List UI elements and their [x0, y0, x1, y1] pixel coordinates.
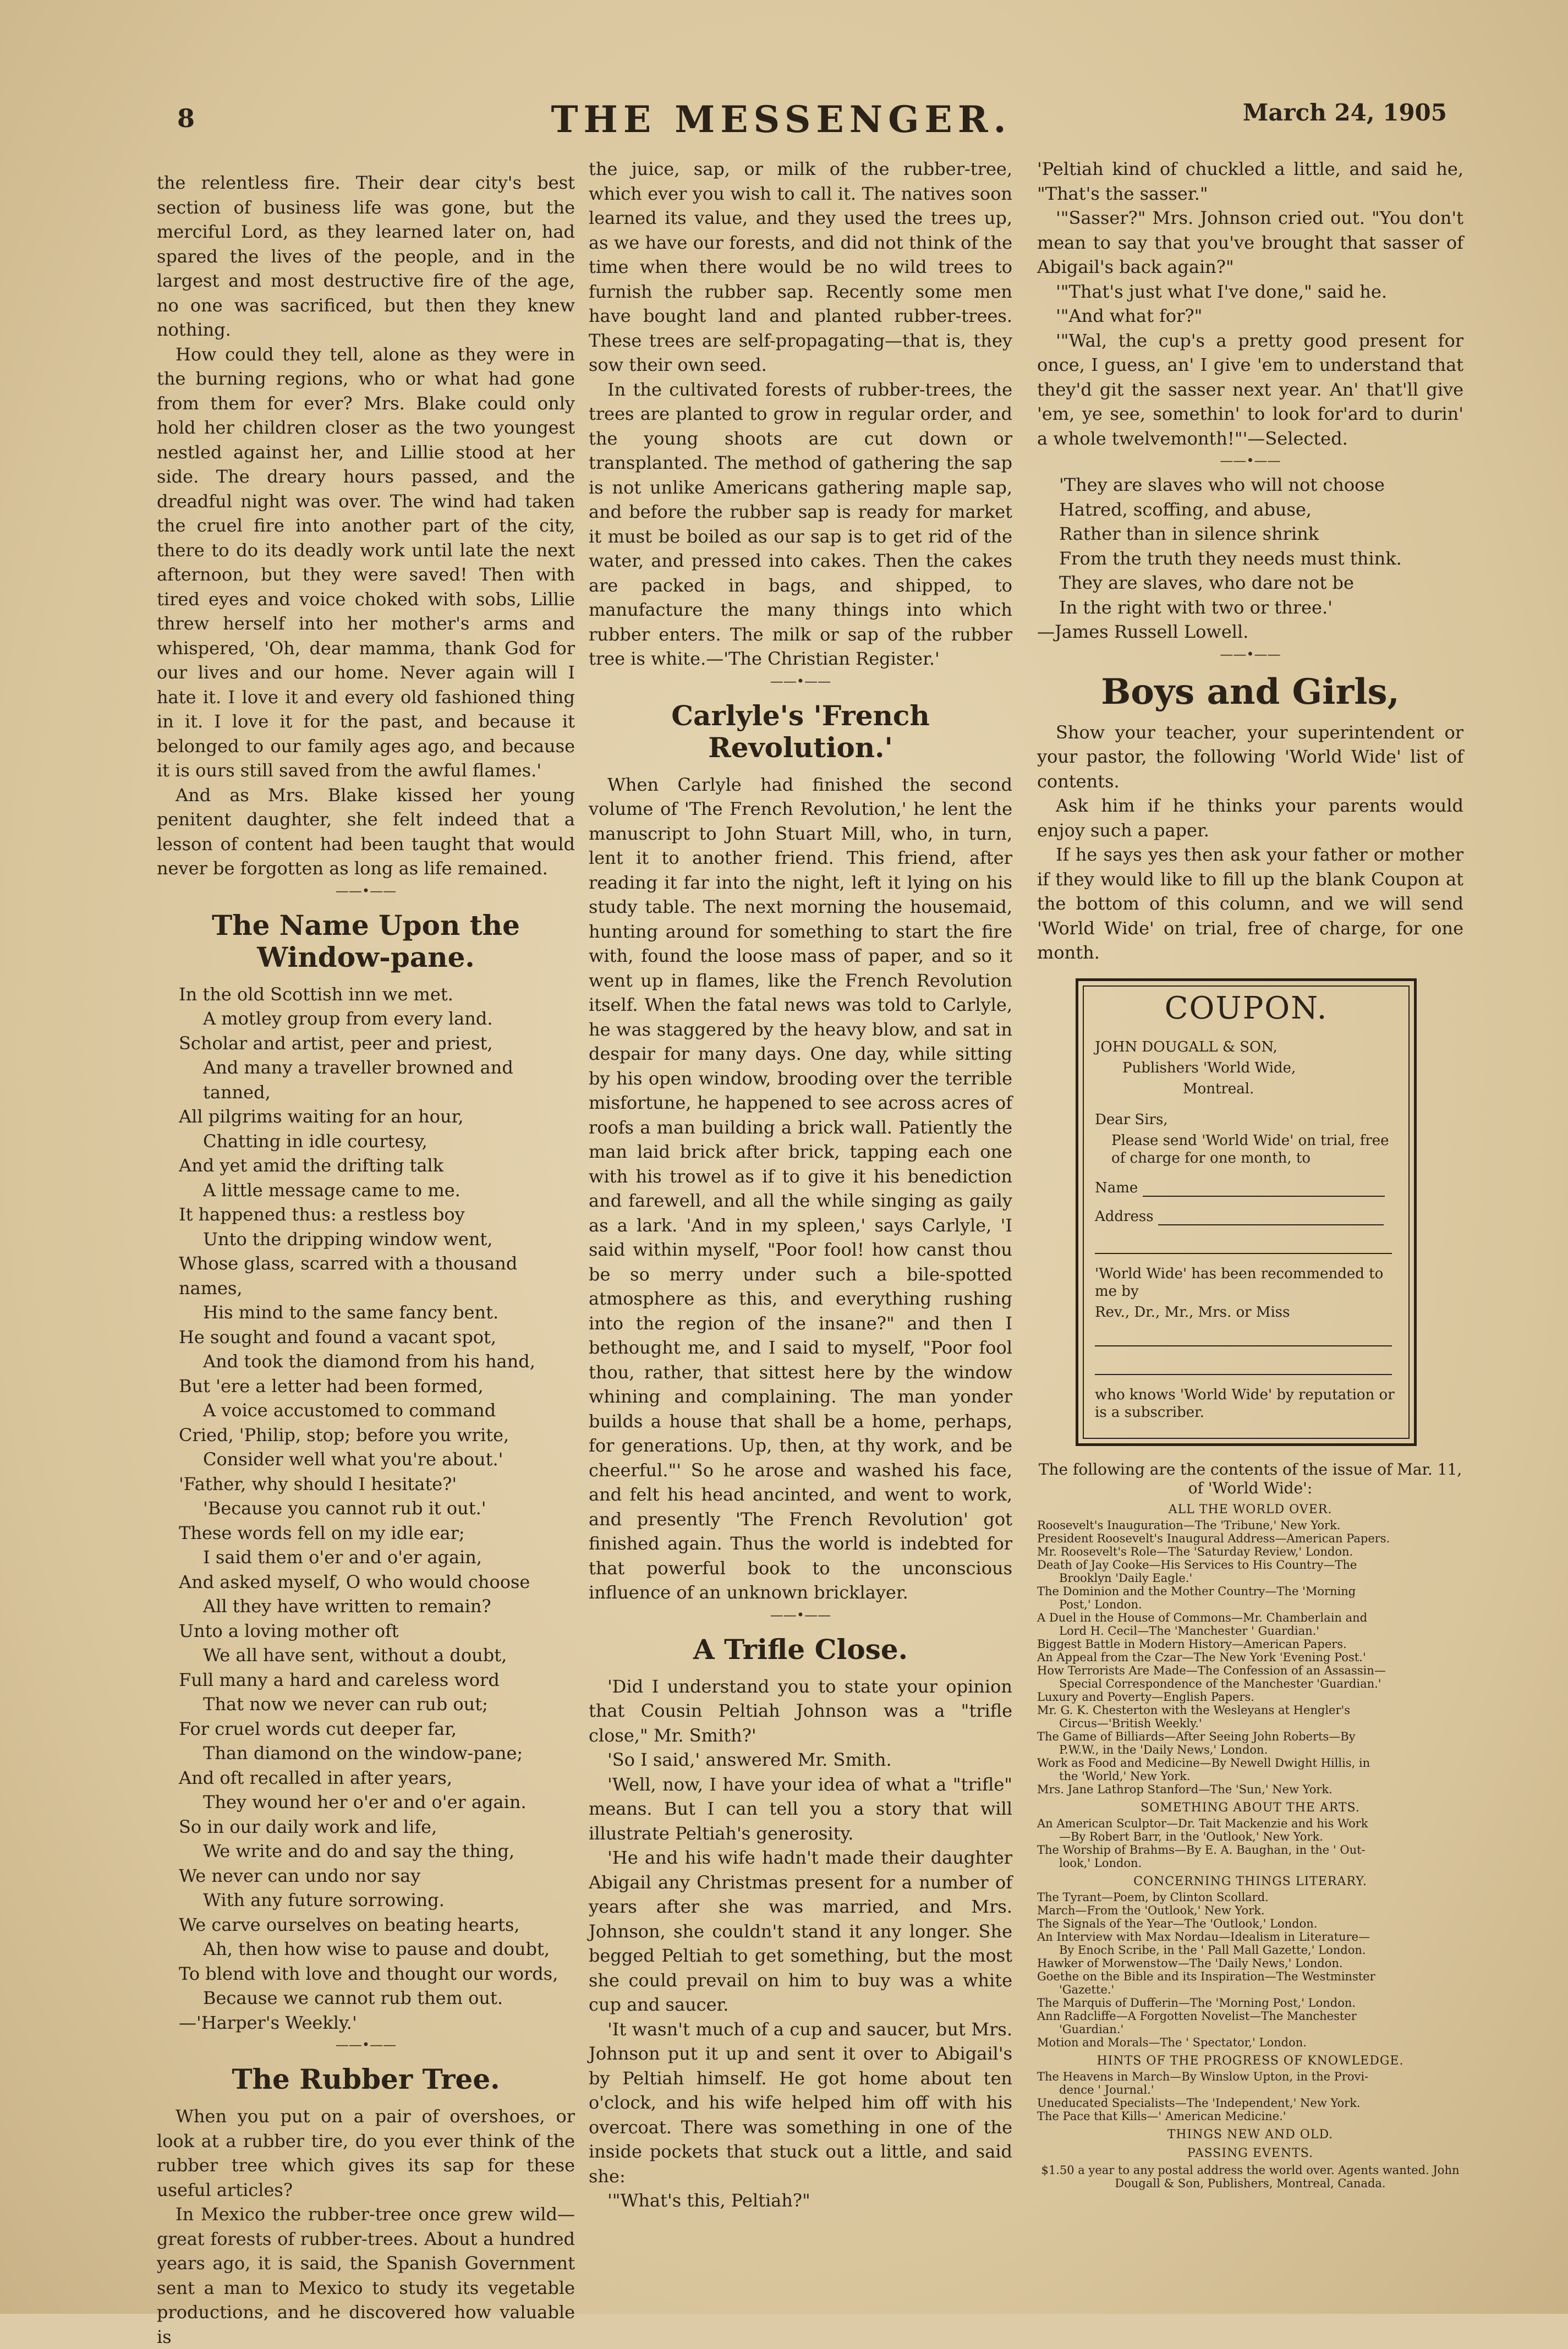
trifle-story	[589, 1674, 1012, 2213]
contents-intro: The following are the contents of the issue of Mar. 11, of 'World Wide':	[1038, 1460, 1462, 1497]
poem-line: And oft recalled in after years,	[179, 1767, 452, 1788]
instruction-paragraph: If he says yes then ask your father or mother if they would like to fill up the blank Coupon at the bottom of this column, and we will send 'World Wide' on trial, free of charge, for one month.	[1037, 844, 1463, 963]
poem-line: I said them o'er and o'er again,	[203, 1547, 483, 1568]
coupon-address-line: JOHN DOUGALL & SON,	[1095, 1038, 1278, 1055]
contents-item: An Interview with Max Nordau—Idealism in Literature—	[1037, 1930, 1370, 1943]
story-paragraph: the relentless fire. Their dear city's best section of business life was gone, but the merciful Lord, as they learned later on, had spared the lives of the people, and in the largest and most destructive fire of the age, no one was sacrificed, but then they knew nothing.	[157, 172, 575, 340]
coupon-address-line: Montreal.	[1183, 1080, 1254, 1097]
contents-item: The Worship of Brahms—By E. A. Baughan, in the ' Out-	[1037, 1843, 1366, 1857]
masthead-title: THE MESSENGER.	[551, 98, 1012, 141]
contents-item: Roosevelt's Inauguration—The 'Tribune,' New York.	[1037, 1518, 1341, 1532]
verse-line: Rather than in silence shrink	[1059, 523, 1319, 544]
boys-and-girls-title: Boys and Girls,	[1101, 671, 1400, 713]
poem-line: We never can undo nor say	[179, 1865, 421, 1886]
contents-item: How Terrorists Are Made—The Confession of an Assassin—	[1037, 1663, 1386, 1677]
contents-item: Biggest Battle in Modern History—American Papers.	[1037, 1637, 1347, 1651]
poem-line: For cruel words cut deeper far,	[179, 1718, 457, 1739]
poem-line: They wound her o'er and o'er again.	[203, 1792, 527, 1813]
article-paragraph: When you put on a pair of overshoes, or look at a rubber tire, do you ever think of the rubber tree which gives its sap for these useful articles?	[157, 2106, 575, 2200]
contents-item: Uneducated Specialists—The 'Independent,' New York.	[1037, 2096, 1361, 2110]
contents-item: The Pace that Kills—' American Medicine.'	[1037, 2109, 1286, 2123]
lowell-verse	[1037, 473, 1463, 644]
article-title-trifle-close: A Trifle Close.	[693, 1633, 908, 1666]
contents-item: dence ' Journal.'	[1059, 2083, 1154, 2096]
contents-item: 'Gazette.'	[1059, 1983, 1115, 1996]
poem-line: A voice accustomed to command	[203, 1400, 496, 1421]
column-1	[157, 171, 575, 2349]
page-number: 8	[177, 103, 195, 133]
contents-section-heading: CONCERNING THINGS LITERARY.	[1133, 1874, 1367, 1888]
contents-item: —By Robert Barr, in the 'Outlook,' New York.	[1059, 1830, 1323, 1843]
poem-line: —'Harper's Weekly.'	[179, 2012, 357, 2033]
poem-line: We write and do and say the thing,	[203, 1841, 515, 1861]
contents-item: By Enoch Scribe, in the ' Pall Mall Gazette,' London.	[1059, 1943, 1366, 1957]
contents-item: look,' London.	[1059, 1856, 1142, 1870]
story-paragraph: '"Sasser?" Mrs. Johnson cried out. "You don't mean to say that you've brought that sasser of Abigail's back again?"	[1037, 207, 1463, 277]
section-divider: ——•——	[770, 673, 831, 689]
coupon-address-field-2[interactable]	[1095, 1253, 1392, 1254]
coupon-address-label: Address	[1095, 1208, 1154, 1225]
poem-line: A motley group from every land.	[203, 1008, 493, 1029]
contents-item: The Dominion and the Mother Country—The 'Morning	[1037, 1584, 1356, 1598]
coupon-address-line: Publishers 'World Wide,	[1122, 1059, 1296, 1076]
story-paragraph: '"That's just what I've done," said he.	[1056, 281, 1387, 302]
subscription-note: $1.50 a year to any postal address the world over. Agents wanted. John Dougall & Son, Publishers, Montreal, Canada.	[1041, 2163, 1460, 2190]
poem-line: Unto a loving mother oft	[179, 1620, 399, 1641]
section-divider: ——•——	[335, 2037, 397, 2052]
poem-line: With any future sorrowing.	[203, 1890, 445, 1910]
contents-section-heading: PASSING EVENTS.	[1187, 2146, 1314, 2160]
story-paragraph: '"And what for?"	[1056, 305, 1203, 326]
contents-item: Death of Jay Cooke—His Services to His Country—The	[1037, 1558, 1357, 1572]
contents-item: President Roosevelt's Inaugural Address—American Papers.	[1037, 1531, 1390, 1545]
poem-line: He sought and found a vacant spot,	[179, 1326, 497, 1348]
story-paragraph: 'Peltiah kind of chuckled a little, and said he, "That's the sasser."	[1037, 158, 1463, 204]
poem-line: That now we never can rub out;	[203, 1694, 488, 1715]
verse-line: —James Russell Lowell.	[1037, 621, 1249, 642]
contents-item: The Marquis of Dufferin—The 'Morning Post,' London.	[1037, 1996, 1356, 2009]
contents-item: Luxury and Poverty—English Papers.	[1037, 1690, 1254, 1704]
coupon-title: COUPON.	[1164, 990, 1328, 1026]
story-paragraph: 'So I said,' answered Mr. Smith.	[607, 1749, 892, 1770]
contents-item: Lord H. Cecil—The 'Manchester ' Guardian.'	[1059, 1624, 1320, 1638]
column-2	[589, 157, 1012, 2213]
contents-item: Goethe on the Bible and its Inspiration—The Westminster	[1037, 1969, 1375, 1983]
coupon-referrer-row-2[interactable]	[1095, 1357, 1397, 1375]
poem-line: Consider well what you're about.'	[203, 1449, 503, 1470]
section-divider: ——•——	[770, 1607, 831, 1623]
contents-item: Hawker of Morwenstow—The 'Daily News,' London.	[1037, 1956, 1343, 1970]
issue-date: March 24, 1905	[1242, 99, 1447, 126]
poem-line: Unto the dripping window went,	[203, 1228, 493, 1250]
contents-item: Ann Radcliffe—A Forgotten Novelist—The Manchester	[1037, 2009, 1357, 2023]
poem-line: All they have written to remain?	[203, 1596, 491, 1617]
poem-line: But 'ere a letter had been formed,	[179, 1375, 484, 1397]
poem-line: And many a traveller browned and tanned,	[203, 1057, 513, 1103]
contents-item: P.W.W., in the 'Daily News,' London.	[1059, 1743, 1268, 1756]
article-paragraph: In Mexico the rubber-tree once grew wild—great forests of rubber-trees. About a hundred years ago, it is said, the Spanish Government sent a man to Mexico to study its vegetable productions, and he discovered how valuable is	[157, 2204, 575, 2347]
poem-line: A little message came to me.	[203, 1179, 460, 1201]
coupon-address-field[interactable]	[1158, 1224, 1384, 1225]
world-wide-contents	[1037, 1503, 1463, 2190]
story-paragraph: 'Did I understand you to state your opinion that Cousin Peltiah Johnson was a "trifle close," Mr. Smith?'	[589, 1675, 1012, 1746]
verse-line: In the right with two or three.'	[1059, 596, 1333, 618]
coupon-address-row[interactable]	[1095, 1208, 1397, 1225]
section-divider: ——•——	[1220, 646, 1281, 662]
poem-line: Ah, then how wise to pause and doubt,	[203, 1939, 550, 1959]
poem	[179, 982, 575, 2035]
poem-line: 'Because you cannot rub it out.'	[203, 1498, 486, 1519]
coupon-referrer-field-2[interactable]	[1095, 1374, 1392, 1375]
boys-and-girls-text	[1037, 720, 1463, 965]
story-paragraph: '"What's this, Peltiah?"	[607, 2190, 810, 2211]
contents-item: Motion and Morals—The ' Spectator,' London.	[1037, 2035, 1307, 2049]
poem-line: All pilgrims waiting for an hour,	[179, 1106, 464, 1127]
poem-line: And asked myself, O who would choose	[179, 1571, 530, 1592]
coupon-name-field[interactable]	[1143, 1196, 1385, 1197]
contents-section-heading: ALL THE WORLD OVER.	[1168, 1502, 1333, 1516]
poem-line: Than diamond on the window-pane;	[203, 1743, 523, 1764]
contents-section-heading: HINTS OF THE PROGRESS OF KNOWLEDGE.	[1096, 2054, 1404, 2068]
poem-line: It happened thus: a restless boy	[179, 1204, 465, 1225]
poem-line: Chatting in idle courtesy,	[203, 1130, 427, 1152]
article-paragraph: In the cultivated forests of rubber-trees, the trees are planted to grow in regular order, and the young shoots are cut down or transplanted. The method of gathering the sap is not unlike Americans gathering maple sap, and before the rubber sap is ready for market it must be boiled as our sap is to get rid of the water, and pressed into cakes. Then the cakes are packed in bags, and shipped, to manufacture the many things into which rubber enters. The milk or sap of the rubber tree is white.—'The Christian Register.'	[589, 379, 1012, 669]
story-paragraph: And as Mrs. Blake kissed her young penitent daughter, she felt indeed that a lesson of content had been taught that would never be forgotten as long as life remained.	[157, 784, 575, 879]
instruction-paragraph: Show your teacher, your superintendent or your pastor, the following 'World Wide' list of contents.	[1037, 721, 1463, 792]
instruction-paragraph: Ask him if he thinks your parents would enjoy such a paper.	[1037, 795, 1463, 841]
poem-line: His mind to the same fancy bent.	[203, 1302, 499, 1323]
coupon-name-label: Name	[1095, 1179, 1138, 1196]
poem-line: Scholar and artist, peer and priest,	[179, 1032, 493, 1054]
coupon-body: Please send 'World Wide' on trial, free of charge for one month, to	[1111, 1132, 1389, 1167]
poem-line: We carve ourselves on beating hearts,	[179, 1914, 520, 1935]
poem-line: We all have sent, without a doubt,	[203, 1645, 507, 1666]
contents-section-heading: THINGS NEW AND OLD.	[1167, 2127, 1334, 2142]
poem-line: Because we cannot rub them out.	[203, 1987, 503, 2008]
poem-line: These words fell on my idle ear;	[179, 1522, 465, 1543]
section-divider: ——•——	[335, 883, 397, 899]
contents-item: Circus—'British Weekly.'	[1059, 1716, 1202, 1730]
story-paragraph: 'Well, now, I have your idea of what a "trifle" means. But I can tell you a story that will illustrate Peltiah's generosity.	[589, 1773, 1012, 1844]
column-3	[1037, 157, 1463, 2190]
verse-line: They are slaves, who dare not be	[1059, 572, 1354, 593]
article-paragraph: the juice, sap, or milk of the rubber-tree, which ever you wish to call it. The natives soon learned its value, and they used the trees up, as we have our forests, and did not think of the time when there would be no wild trees to furnish the rubber sap. Recently some men have bought land and planted rubber-trees. These trees are self-propagating—that is, they sow their own seed.	[589, 158, 1012, 375]
coupon-footer: who knows 'World Wide' by reputation or is a subscriber.	[1095, 1386, 1395, 1421]
contents-item: Post,' London.	[1059, 1597, 1142, 1611]
poem-line: Full many a hard and careless word	[179, 1669, 500, 1690]
contents-item: Brooklyn 'Daily Eagle.'	[1059, 1571, 1193, 1585]
article-title-rubber-tree: The Rubber Tree.	[232, 2063, 500, 2095]
contents-item: The Tyrant—Poem, by Clinton Scollard.	[1037, 1890, 1269, 1904]
article-title-carlyle: Carlyle's 'French Revolution.'	[671, 699, 930, 764]
story-paragraph: 'He and his wife hadn't made their daughter Abigail any Christmas present for a number of years after she was married, and Mrs. Johnson, she couldn't stand it any longer. She begged Peltiah to get something, but the most she could prevail on him to buy was a white cup and saucer.	[589, 1847, 1012, 2015]
coupon-address-row-2[interactable]	[1095, 1236, 1397, 1254]
poem-title: The Name Upon the Window-pane.	[212, 908, 520, 973]
poem-line: To blend with love and thought our words,	[179, 1963, 558, 1984]
coupon-referrer-row[interactable]	[1095, 1329, 1397, 1346]
contents-item: Special Correspondence of the Manchester 'Guardian.'	[1059, 1677, 1381, 1690]
contents-item: A Duel in the House of Commons—Mr. Chamberlain and	[1037, 1611, 1368, 1624]
contents-item: An American Sculptor—Dr. Tait Mackenzie and his Work	[1037, 1816, 1368, 1830]
poem-line: And took the diamond from his hand,	[203, 1351, 535, 1372]
coupon-box	[1076, 978, 1417, 1446]
poem-line: Whose glass, scarred with a thousand names,	[179, 1253, 518, 1299]
contents-item: March—From the 'Outlook,' New York.	[1037, 1903, 1265, 1917]
poem-line: Cried, 'Philip, stop; before you write,	[179, 1424, 509, 1445]
contents-section-heading: SOMETHING ABOUT THE ARTS.	[1141, 1800, 1360, 1815]
trifle-story-continued	[1037, 157, 1463, 451]
coupon-salutation: Dear Sirs,	[1095, 1111, 1168, 1128]
contents-item: Mr. Roosevelt's Role—The 'Saturday Review,' London.	[1037, 1545, 1353, 1558]
verse-line: 'They are slaves who will not choose	[1059, 474, 1385, 495]
story-paragraph: '"Wal, the cup's a pretty good present for once, I guess, an' I give 'em to understand that they'd git the sasser next year. An' that'll give 'em, ye see, somethin' to look for'ard to durin' a whole twelvemonth!"'—Selected.	[1037, 330, 1463, 449]
contents-item: the 'World,' New York.	[1059, 1769, 1191, 1783]
coupon-referrer-field[interactable]	[1095, 1345, 1392, 1346]
verse-line: From the truth they needs must think.	[1059, 547, 1402, 569]
contents-item: The Heavens in March—By Winslow Upton, in the Provi-	[1037, 2069, 1369, 2083]
coupon-title-options: Rev., Dr., Mr., Mrs. or Miss	[1095, 1304, 1290, 1321]
story-paragraph: 'It wasn't much of a cup and saucer, but Mrs. Johnson put it up and sent it over to Abigail's by Peltiah himself. He got home about ten o'clock, and his wife helped him off with his overcoat. There was something in one of the inside pockets that stuck out a little, and said she:	[589, 2018, 1012, 2187]
article-paragraph: When Carlyle had finished the second volume of 'The French Revolution,' he lent the manuscript to John Stuart Mill, who, in turn, lent it to another friend. This friend, after reading it far into the night, left it lying on his study table. The next morning the housemaid, hunting around for something to start the fire with, found the loose mass of paper, and so it went up in flames, like the French Revolution itself. When the fatal news was told to Carlyle, he was staggered by the heavy blow, and sat in despair for many days. One day, while sitting by his open window, brooding over the terrible misfortune, he happened to see across acres of roofs a man building a brick wall. Patiently the man laid brick after brick, tapping each one with his trowel as if to give it his benediction and farewell, and all the while singing as gaily as a lark. 'And in my spleen,' says Carlyle, 'I said within myself, "Poor fool! how canst thou be so merry under such a bile-spotted atmosphere as this, and everything rushing into the region of the insane?" and then I bethought me, and I said to myself, "Poor fool thou, rather, that sittest here by the window whining and complaining. The man yonder builds a house that shall be a home, perhaps, for generations. Up, then, at thy work, and be cheerful."' So he arose and washed his face, and felt his head ancinted, and went to work, and presently 'The French Revolution' got finished again. Thus the world is indebted for that powerful book to the unconscious influence of an unknown bricklayer.	[589, 774, 1012, 1603]
contents-item: Mr. G. K. Chesterton with the Wesleyans at Hengler's	[1037, 1703, 1351, 1717]
contents-item: The Signals of the Year—The 'Outlook,' London.	[1037, 1917, 1318, 1930]
poem-line: So in our daily work and life,	[179, 1816, 437, 1837]
coupon-name-row[interactable]	[1095, 1179, 1397, 1197]
poem-line: In the old Scottish inn we met.	[179, 983, 453, 1005]
contents-item: Mrs. Jane Lathrop Stanford—The 'Sun,' New York.	[1037, 1782, 1333, 1796]
contents-item: The Game of Billiards—After Seeing John Roberts—By	[1037, 1729, 1356, 1743]
section-divider: ——•——	[1220, 453, 1281, 468]
contents-item: An Appeal from the Czar—The New York 'Evening Post.'	[1037, 1650, 1366, 1664]
contents-item: Work as Food and Medicine—By Newell Dwight Hillis, in	[1037, 1756, 1370, 1770]
verse-line: Hatred, scoffing, and abuse,	[1059, 499, 1312, 520]
story-paragraph: How could they tell, alone as they were in the burning regions, who or what had gone from them for ever? Mrs. Blake could only hold her children closer as the two youngest nestled against her, and Lillie stood at her side. The dreary hours passed, and the dreadful night was over. The wind had taken the cruel fire into another part of the city, there to do its deadly work until late the next afternoon, but they were saved! Then with tired eyes and voice choked with sobs, Lillie threw herself into her mother's arms and whispered, 'Oh, dear mamma, thank God for our lives and our home. Never again will I hate it. I love it and every old fashioned thing in it. I love it for the past, and because it belonged to our family ages ago, and because it is ours still saved from the awful flames.'	[157, 343, 575, 781]
poem-line: And yet amid the drifting talk	[179, 1155, 444, 1176]
contents-item: 'Guardian.'	[1059, 2022, 1124, 2036]
poem-line: 'Father, why should I hesitate?'	[179, 1473, 457, 1494]
coupon-recommended: 'World Wide' has been recommended to me by	[1095, 1265, 1384, 1300]
